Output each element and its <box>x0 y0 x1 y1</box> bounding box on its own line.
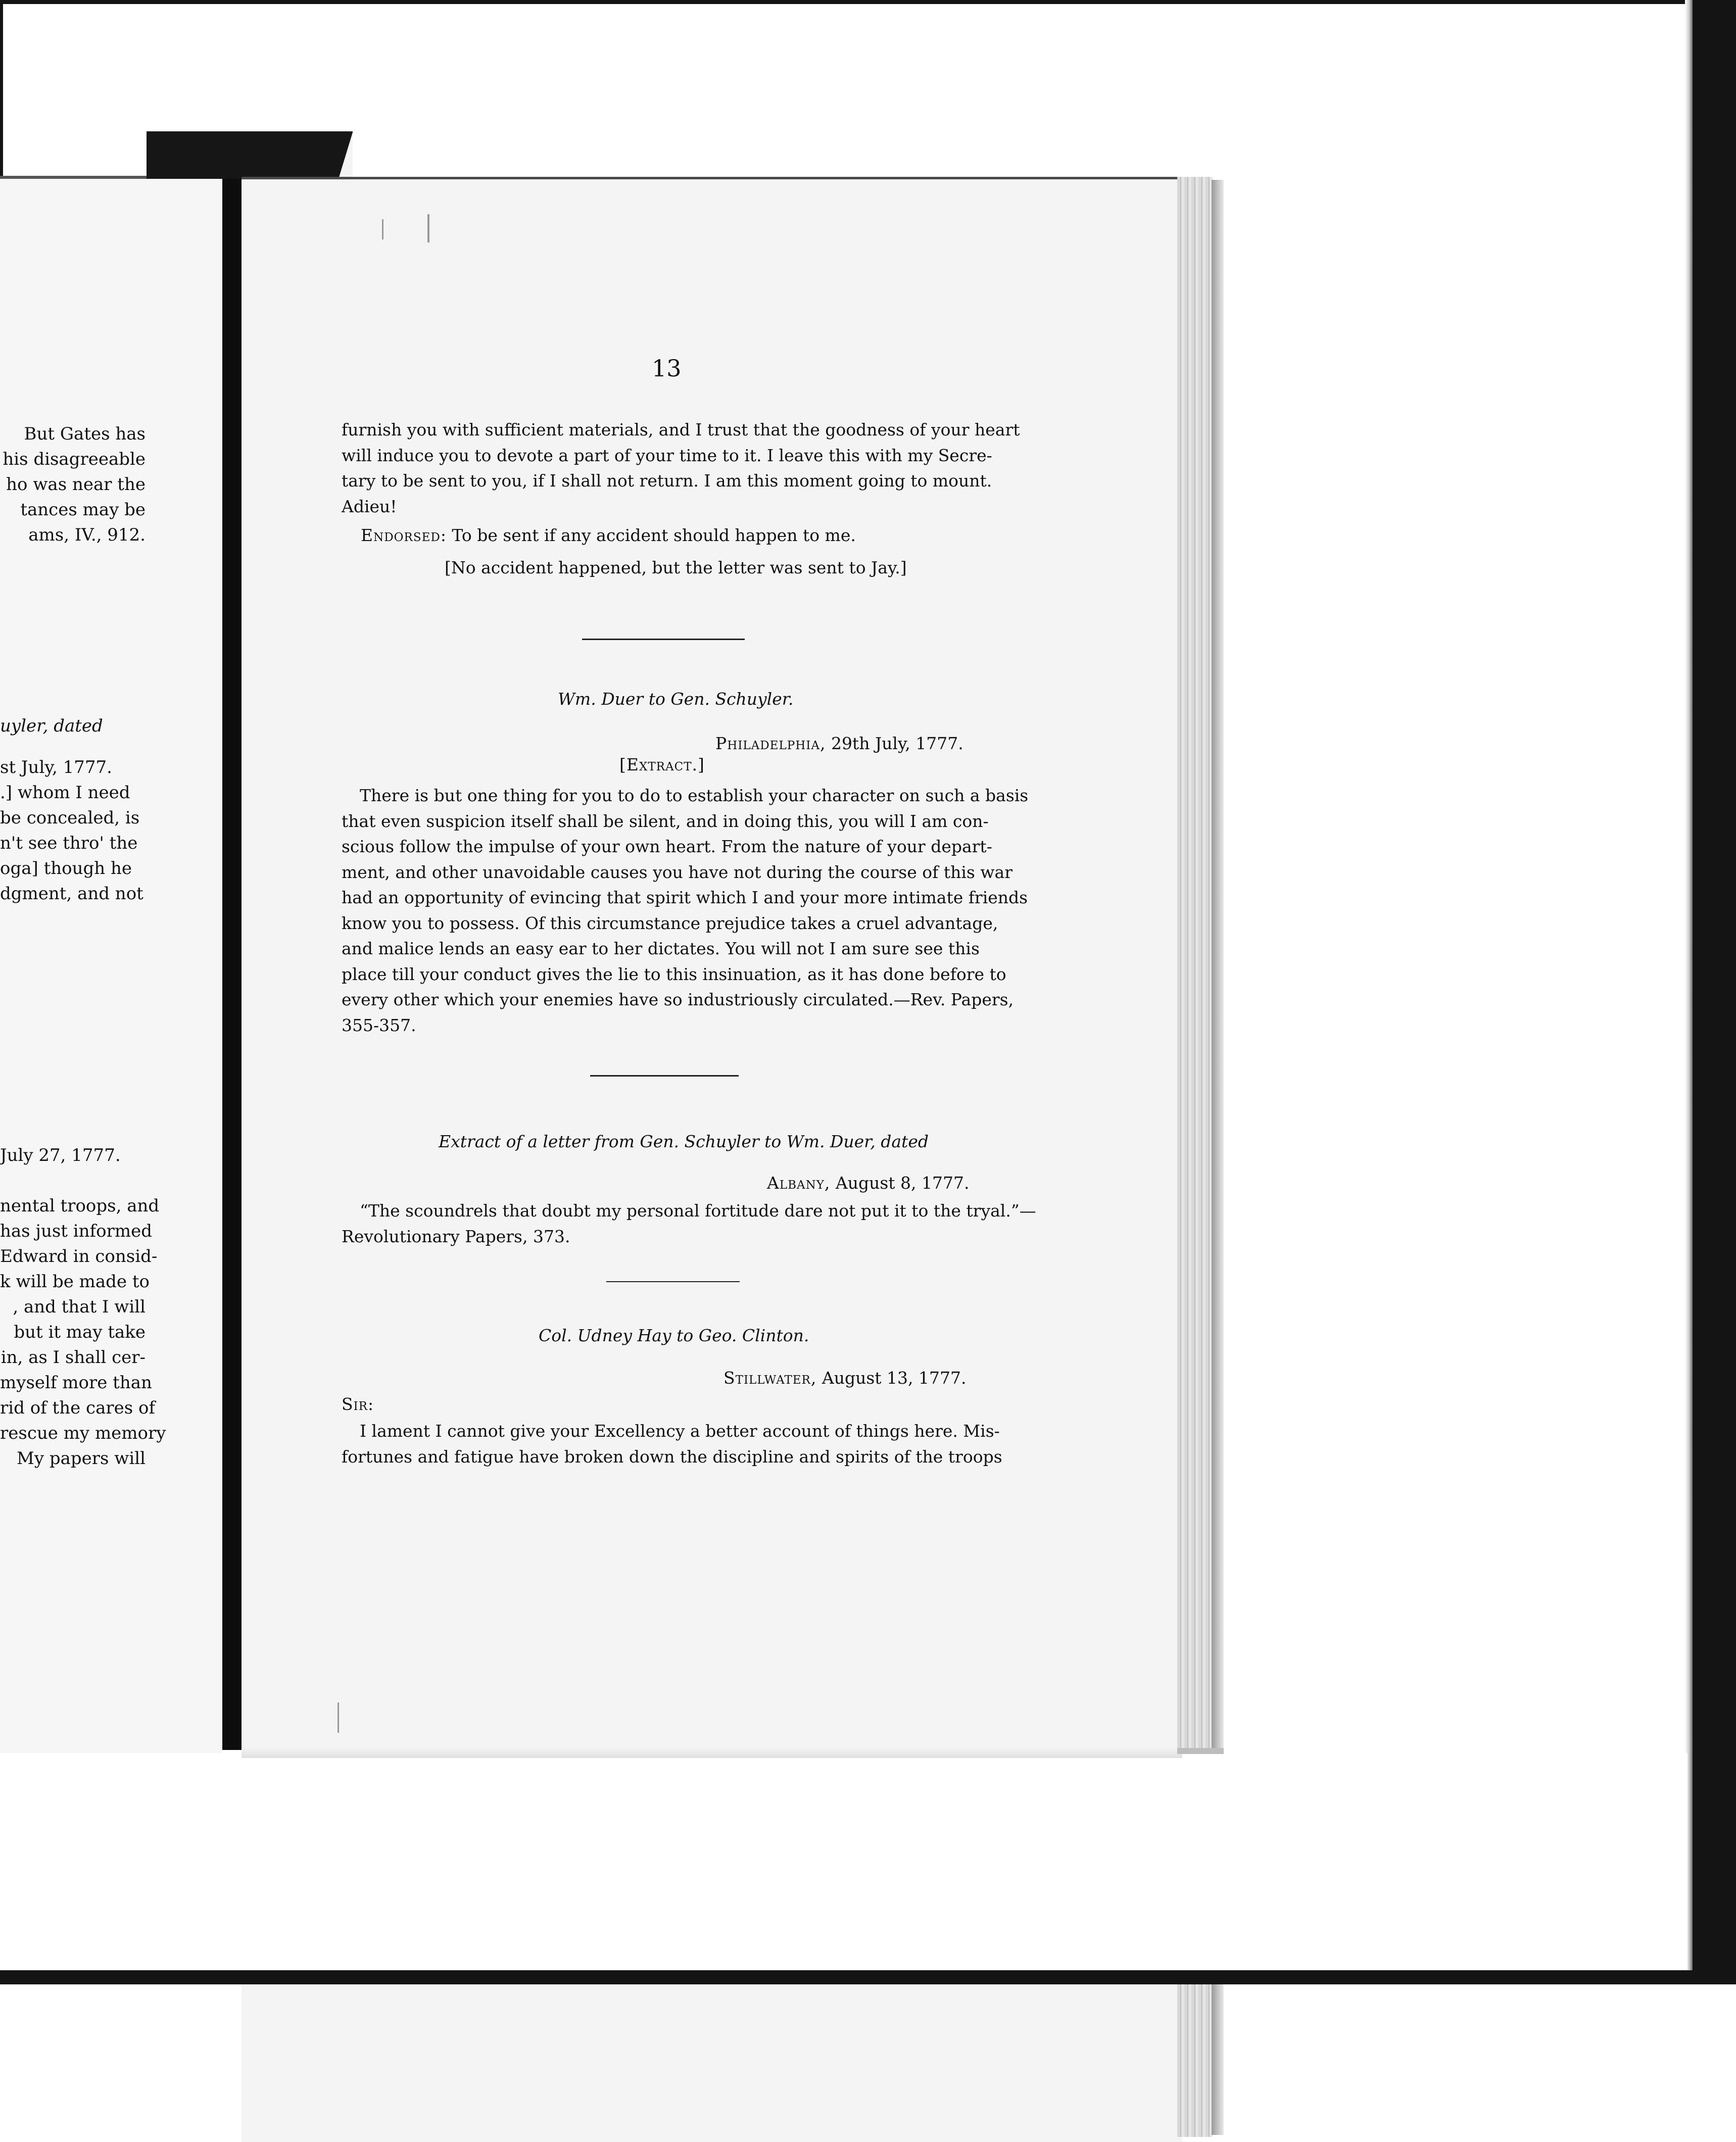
letter-dateline-duer <box>715 734 963 753</box>
left-page-line: rescue my memory <box>0 1423 166 1443</box>
left-page-line: be concealed, is <box>0 808 140 828</box>
text-line: There is but one thing for you to do to establish your character on such a basis <box>360 786 1029 805</box>
left-page-line: has just informed <box>0 1221 152 1241</box>
left-page-line: nental troops, and <box>0 1196 160 1216</box>
page-speck <box>427 214 429 242</box>
left-page-line: n't see thro' the <box>0 833 138 853</box>
section-divider <box>582 639 745 640</box>
text-line: will induce you to devote a part of your time to it. I leave this with my Secre- <box>342 445 992 465</box>
letter-place: Stillwater, <box>724 1368 817 1388</box>
left-page-line: rid of the cares of <box>0 1398 156 1418</box>
left-page-line: ams, IV., 912. <box>28 525 146 545</box>
left-page-line: But Gates has <box>24 424 146 444</box>
extract-label: [Extract.] <box>619 755 705 774</box>
text-line: that even suspicion itself shall be silent, and in doing this, you will I am con- <box>342 811 989 831</box>
book-tab-dark <box>147 131 353 179</box>
text-line: fortunes and fatigue have broken down the discipline and spirits of the troops <box>342 1446 1002 1467</box>
letter-date: August 13, 1777. <box>816 1368 967 1388</box>
left-page-line: k will be made to <box>0 1272 150 1292</box>
letter-date: August 8, 1777. <box>830 1173 970 1193</box>
letter-body-schuyler <box>342 1198 1036 1249</box>
left-page-line: .] whom I need <box>0 783 130 803</box>
left-page-line: tances may be <box>20 500 146 520</box>
text-line: Adieu! <box>342 496 397 516</box>
film-frame-bottom <box>0 1970 1736 1984</box>
letter-dateline-schuyler <box>767 1173 970 1193</box>
left-page-line: , and that I will <box>13 1297 146 1317</box>
text-line: scious follow the impulse of your own heart. From the nature of your depart- <box>342 837 992 856</box>
editorial-note: [No accident happened, but the letter was sent to Jay.] <box>445 558 907 577</box>
text-line: every other which your enemies have so industriously circulated.—Rev. Papers, <box>342 990 1014 1009</box>
section-divider <box>606 1281 740 1282</box>
page-speck <box>337 1702 339 1733</box>
text-line: Revolutionary Papers, 373. <box>342 1226 570 1246</box>
opening-paragraph <box>342 417 1020 519</box>
page-speck <box>382 219 383 239</box>
letter-body-hay <box>342 1419 1002 1470</box>
text-line: furnish you with sufficient materials, and I trust that the goodness of your heart <box>342 420 1020 440</box>
film-frame-right <box>1693 0 1736 1984</box>
text-line: know you to possess. Of this circumstance prejudice takes a cruel advantage, <box>342 913 998 933</box>
left-page-line: My papers will <box>17 1448 146 1469</box>
section-divider <box>590 1075 739 1077</box>
background-below-book <box>0 1753 1687 1970</box>
letter-heading-schuyler: Extract of a letter from Gen. Schuyler to Wm. Duer, dated <box>439 1132 929 1151</box>
text-line: 355-357. <box>342 1015 416 1035</box>
letter-date: 29th July, 1777. <box>826 734 963 753</box>
left-page-line: oga] though he <box>0 858 132 879</box>
left-page-line: ho was near the <box>6 474 146 495</box>
text-line: had an opportunity of evincing that spirit which I and your more intimate friends <box>342 888 1028 907</box>
left-page-line: in, as I shall cer- <box>1 1347 146 1368</box>
endorsed-text: To be sent if any accident should happen to me. <box>446 525 856 545</box>
left-page-line: July 27, 1777. <box>0 1145 121 1165</box>
text-line: “The scoundrels that doubt my personal fortitude dare not put it to the tryal.”— <box>360 1201 1036 1221</box>
left-page-line: st July, 1777. <box>0 757 112 777</box>
page-number: 13 <box>652 355 682 382</box>
letter-body-duer <box>342 783 1029 1038</box>
text-line: I lament I cannot give your Excellency a better account of things here. Mis- <box>360 1421 1000 1441</box>
page-stack-foot <box>1177 1748 1224 1754</box>
left-page-line: his disagreeable <box>3 449 146 469</box>
left-page-line: but it may take <box>14 1322 146 1342</box>
left-page-line: myself more than <box>0 1373 152 1393</box>
right-page-foot <box>242 1748 1182 1758</box>
endorsed-label: Endorsed: <box>361 525 447 545</box>
text-line: place till your conduct gives the lie to this insinuation, as it has done before to <box>342 964 1006 984</box>
text-line: and malice lends an easy ear to her dictates. You will not I am sure see this <box>342 939 980 958</box>
endorsed-line <box>361 525 856 545</box>
letter-heading-hay: Col. Udney Hay to Geo. Clinton. <box>539 1326 809 1345</box>
letter-heading-duer: Wm. Duer to Gen. Schuyler. <box>558 689 794 709</box>
letter-place: Albany, <box>767 1173 831 1193</box>
left-page-line: dgment, and not <box>0 884 143 904</box>
left-page-line: Edward in consid- <box>0 1246 158 1267</box>
salutation: Sir: <box>342 1394 374 1414</box>
text-line: tary to be sent to you, if I shall not return. I am this moment going to mount. <box>342 471 992 491</box>
film-frame-top <box>0 0 1736 4</box>
letter-place: Philadelphia, <box>715 734 826 753</box>
text-line: ment, and other unavoidable causes you have not during the course of this war <box>342 862 1012 882</box>
letter-dateline-hay <box>724 1368 966 1388</box>
left-page <box>0 176 222 1755</box>
left-page-line: uyler, dated <box>0 716 103 736</box>
